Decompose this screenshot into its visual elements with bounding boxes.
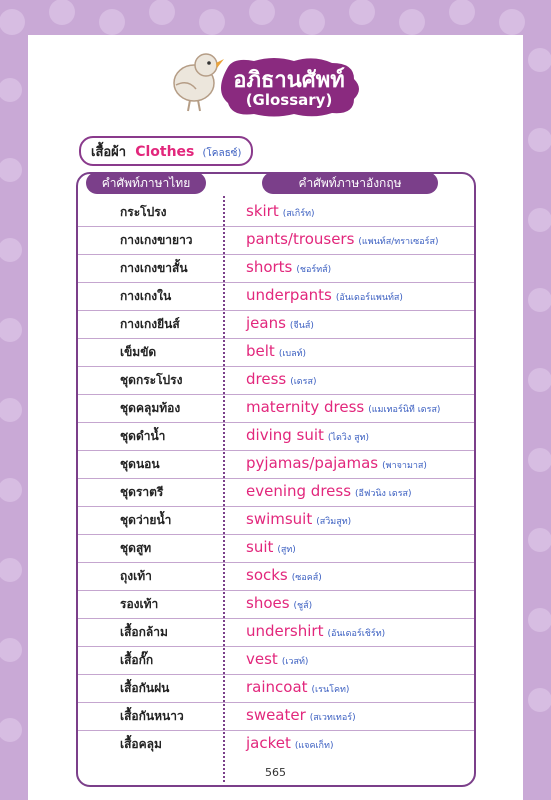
- table-row: [78, 592, 474, 619]
- thai-word: กางเกงใน: [120, 289, 172, 303]
- table-row: [78, 676, 474, 703]
- pronunciation: (เบลท์): [278, 349, 307, 359]
- pronunciation: (แพนท์ส/ทราเซอร์ส): [358, 237, 439, 247]
- pronunciation: (เวสท์): [281, 657, 309, 667]
- table-row: [78, 284, 474, 311]
- category-thai: เสื้อผ้า: [91, 145, 127, 160]
- english-entry: [246, 397, 440, 416]
- pronunciation: (ไดวิง สูท): [327, 433, 370, 443]
- english-entry: [246, 705, 356, 724]
- table-row: [78, 452, 474, 479]
- english-word: sweater: [246, 706, 306, 724]
- english-word: jacket: [246, 734, 291, 752]
- page-title: อภิธานศัพท์: [233, 68, 345, 93]
- table-row: [78, 648, 474, 675]
- thai-word: ชุดนอน: [120, 457, 160, 471]
- table-row: [78, 620, 474, 647]
- thai-word: ชุดสูท: [120, 541, 152, 555]
- table-row: [78, 340, 474, 367]
- pronunciation: (เรนโคท): [311, 685, 350, 695]
- pronunciation: (สวิมสูท): [316, 517, 352, 527]
- table-row: [78, 704, 474, 731]
- pronunciation: (พาจามาส): [382, 461, 427, 471]
- english-entry: [246, 565, 322, 584]
- english-word: underpants: [246, 286, 332, 304]
- english-entry: [246, 341, 306, 360]
- category-pronunciation: (โคลธซ์): [202, 148, 242, 159]
- glossary-page: [28, 35, 523, 800]
- table-row: [78, 732, 474, 758]
- thai-word: รองเท้า: [120, 597, 159, 611]
- pronunciation: (สูท): [277, 545, 296, 555]
- pronunciation: (อันเดอร์เชิร์ท): [327, 629, 386, 639]
- english-entry: [246, 369, 317, 388]
- english-word: skirt: [246, 202, 279, 220]
- english-word: suit: [246, 538, 274, 556]
- thai-word: เสื้อกล้าม: [120, 625, 168, 639]
- category-english: Clothes: [135, 144, 195, 160]
- thai-word: ถุงเท้า: [120, 569, 152, 583]
- english-word: vest: [246, 650, 278, 668]
- english-word: dress: [246, 370, 287, 388]
- thai-word: เสื้อกันหนาว: [120, 709, 184, 723]
- table-row: [78, 396, 474, 423]
- table-row: [78, 424, 474, 451]
- thai-word: กางเกงยีนส์: [120, 317, 180, 331]
- table-rows: [78, 200, 474, 759]
- english-entry: [246, 509, 351, 528]
- thai-word: ชุดว่ายน้ำ: [120, 513, 172, 527]
- table-row: [78, 368, 474, 395]
- pronunciation: (จีนส์): [289, 321, 314, 331]
- thai-word: ชุดคลุมท้อง: [120, 401, 181, 415]
- english-entry: [246, 733, 333, 752]
- table-row: [78, 536, 474, 563]
- pronunciation: (สเวทเทอร์): [309, 713, 356, 723]
- table-row: [78, 228, 474, 255]
- english-entry: [246, 537, 296, 556]
- pronunciation: (ชูส์): [293, 601, 313, 611]
- column-header-english: คำศัพท์ภาษาอังกฤษ: [262, 172, 438, 194]
- english-word: pants/trousers: [246, 230, 355, 248]
- english-word: swimsuit: [246, 510, 313, 528]
- thai-word: เข็มขัด: [120, 345, 157, 359]
- thai-word: ชุดกระโปรง: [120, 373, 183, 387]
- english-word: jeans: [246, 314, 286, 332]
- pronunciation: (เดรส): [290, 377, 317, 387]
- thai-word: กระโปรง: [120, 205, 167, 219]
- table-row: [78, 200, 474, 227]
- pronunciation: (ชอร์ทส์): [296, 265, 332, 275]
- vocabulary-table: [76, 172, 476, 787]
- english-word: pyjamas/pajamas: [246, 454, 379, 472]
- pronunciation: (สเกิร์ท): [282, 209, 315, 219]
- english-entry: [246, 285, 403, 304]
- page-subtitle: (Glossary): [245, 91, 333, 109]
- thai-word: กางเกงขายาว: [120, 233, 193, 247]
- table-row: [78, 312, 474, 339]
- pronunciation: (อันเดอร์แพนท์ส): [335, 293, 403, 303]
- english-word: undershirt: [246, 622, 324, 640]
- english-entry: [246, 229, 439, 248]
- thai-word: เสื้อกันฝน: [120, 681, 170, 695]
- english-word: socks: [246, 566, 288, 584]
- english-word: evening dress: [246, 482, 352, 500]
- english-entry: [246, 257, 331, 276]
- thai-word: ชุดดำน้ำ: [120, 429, 166, 443]
- english-entry: [246, 313, 314, 332]
- english-word: diving suit: [246, 426, 324, 444]
- english-word: shorts: [246, 258, 293, 276]
- table-row: [78, 508, 474, 535]
- table-row: [78, 480, 474, 507]
- pronunciation: (แจคเก็ท): [294, 741, 334, 751]
- english-word: belt: [246, 342, 275, 360]
- english-entry: [246, 649, 308, 668]
- pronunciation: (แมเทอร์นิที เดรส): [368, 405, 441, 415]
- column-header-thai: คำศัพท์ภาษาไทย: [86, 172, 206, 194]
- table-row: [78, 256, 474, 283]
- category-label: [79, 136, 253, 166]
- table-row: [78, 564, 474, 591]
- english-word: raincoat: [246, 678, 308, 696]
- thai-word: ชุดราตรี: [120, 485, 164, 499]
- pronunciation: (อีฟวนิง เดรส): [355, 489, 412, 499]
- pronunciation: (ซอคส์): [291, 573, 322, 583]
- thai-word: กางเกงขาสั้น: [120, 261, 188, 275]
- thai-word: เสื้อกั๊ก: [120, 653, 154, 667]
- english-entry: [246, 593, 312, 612]
- english-entry: [246, 425, 369, 444]
- english-entry: [246, 621, 385, 640]
- english-entry: [246, 201, 315, 220]
- english-entry: [246, 453, 427, 472]
- english-entry: [246, 481, 412, 500]
- english-word: maternity dress: [246, 398, 365, 416]
- thai-word: เสื้อคลุม: [120, 737, 162, 751]
- english-word: shoes: [246, 594, 290, 612]
- english-entry: [246, 677, 349, 696]
- page-number: 565: [265, 766, 286, 779]
